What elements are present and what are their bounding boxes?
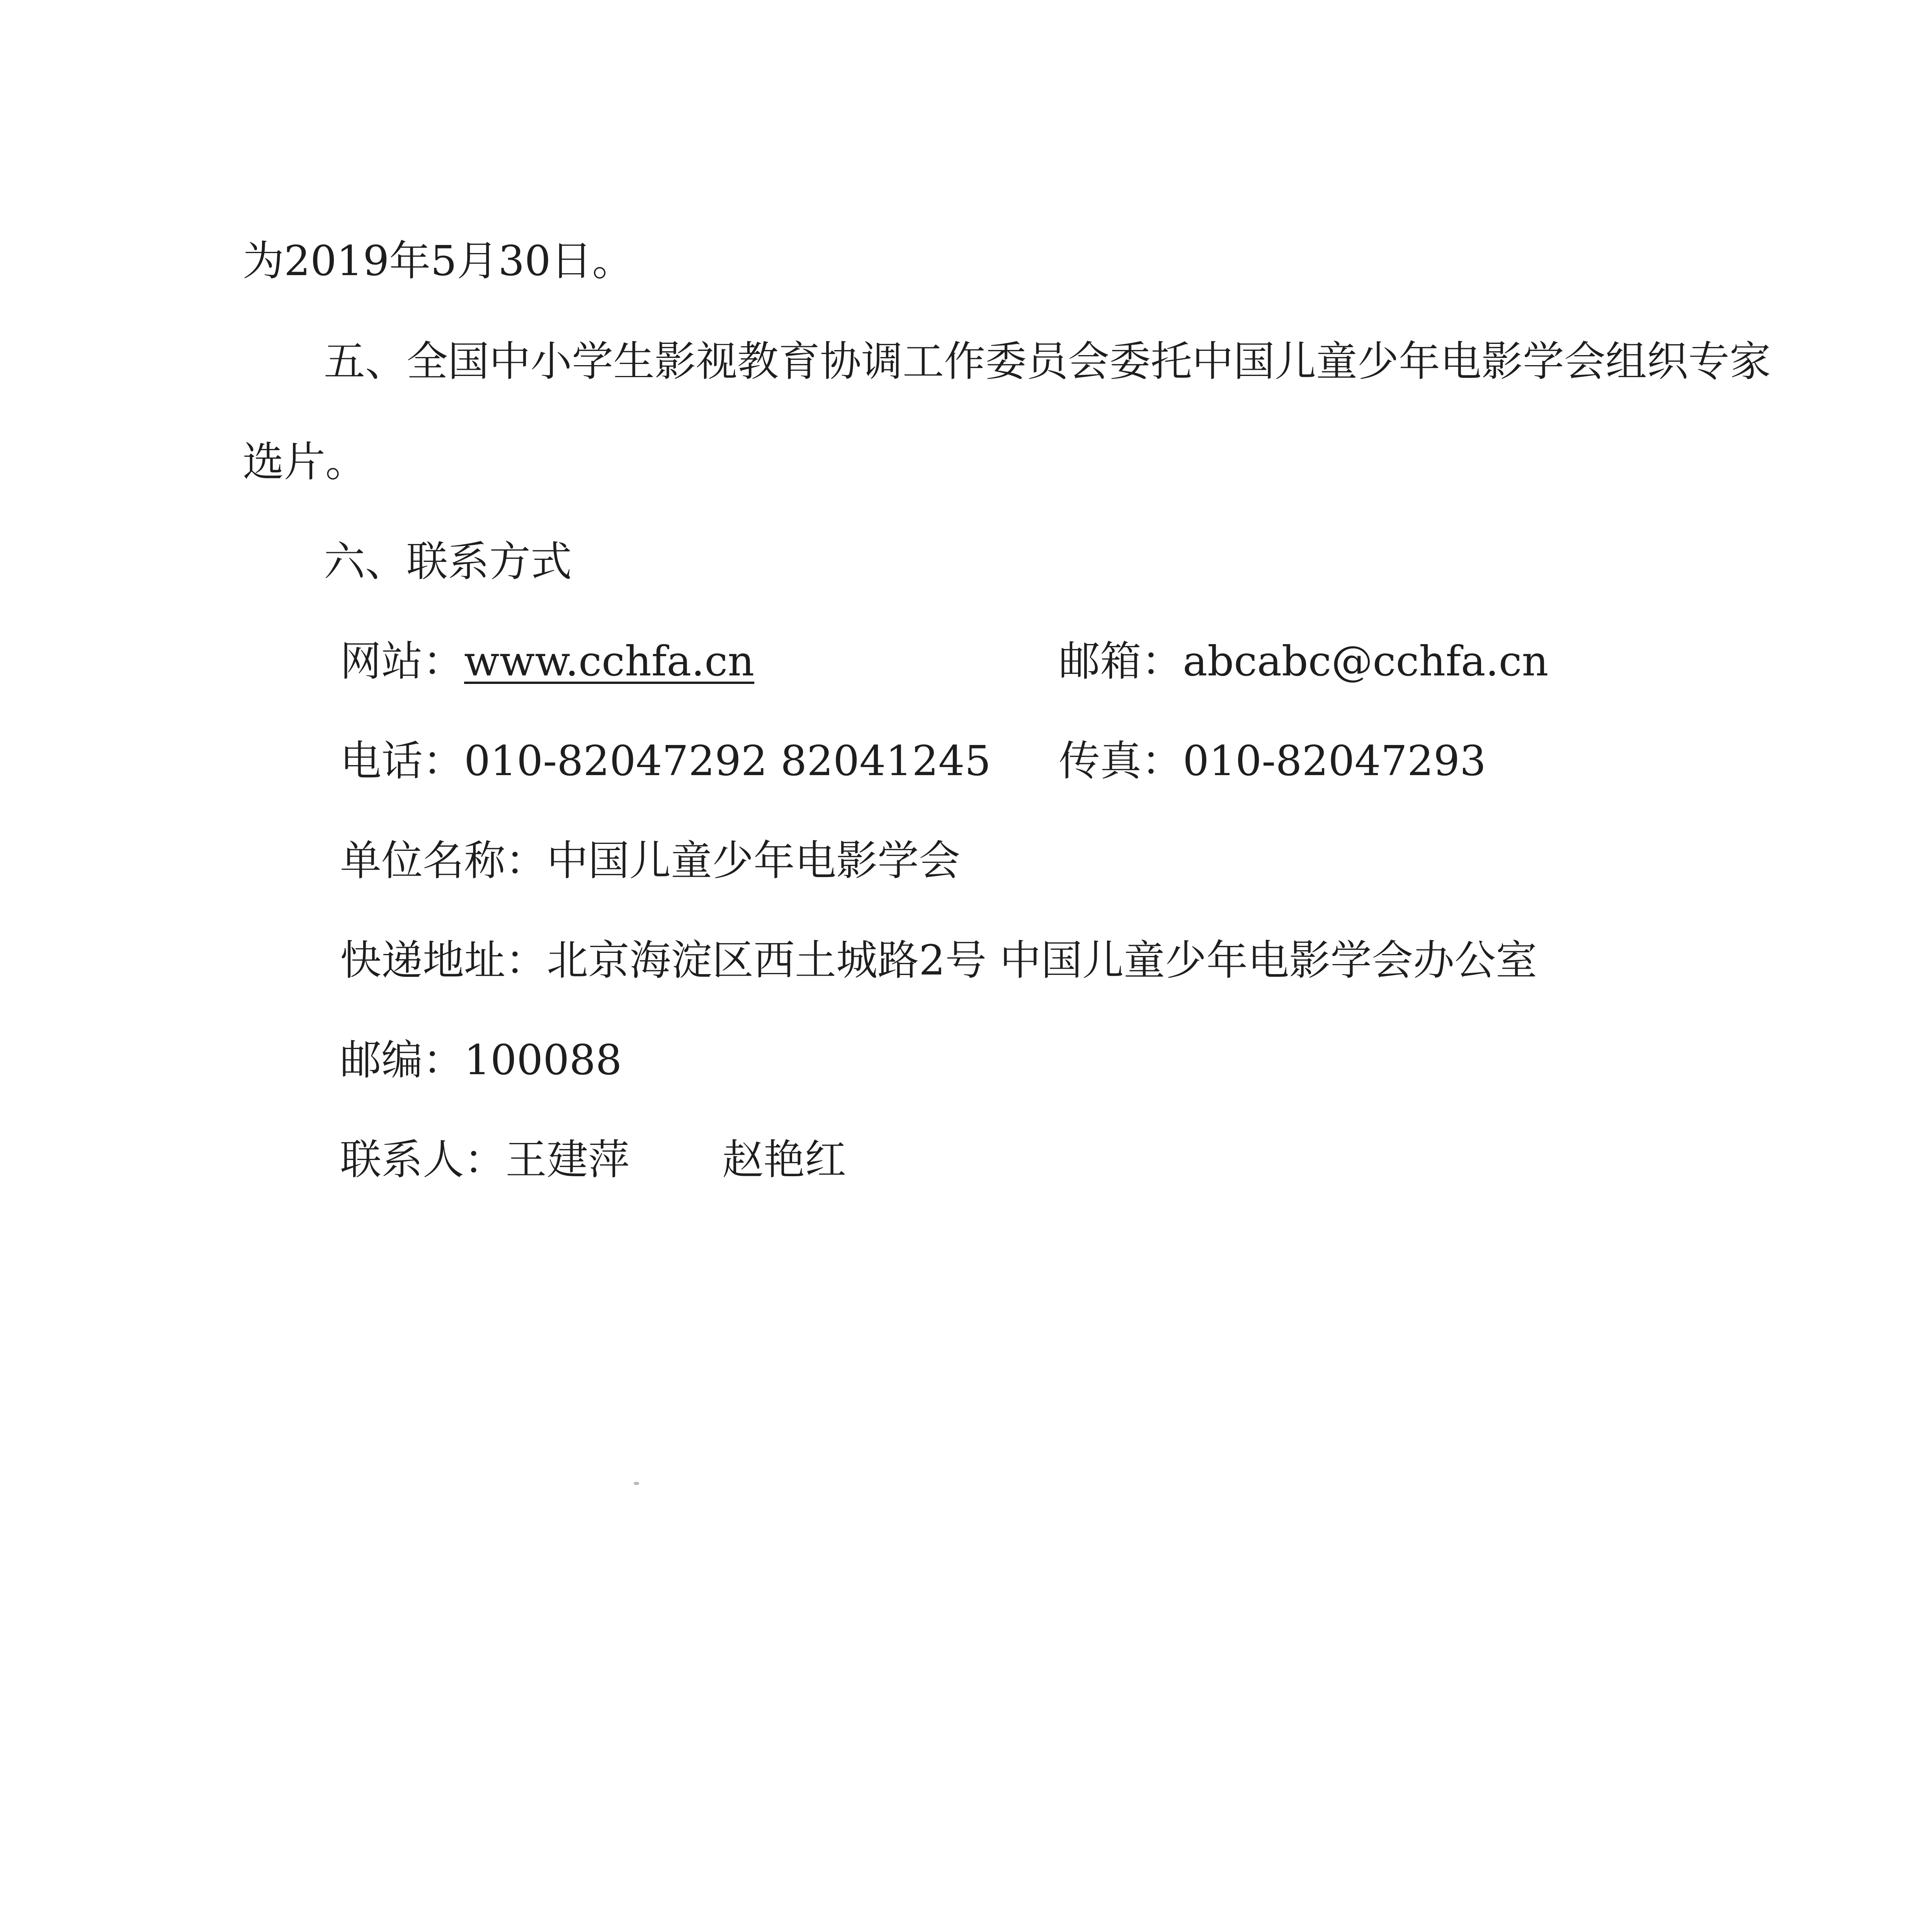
address-row — [340, 934, 1537, 988]
body-line-deadline: 为2019年5月30日。 — [243, 237, 634, 285]
address-label: 快递地址： — [340, 937, 547, 985]
scan-speck — [634, 1482, 639, 1485]
body-line-section-five: 五、全国中小学生影视教育协调工作委员会委托中国儿童少年电影学会组织专家 — [324, 338, 1771, 386]
contact-person-2: 赵艳红 — [722, 1136, 847, 1184]
contact-person-1: 王建萍 — [505, 1136, 630, 1184]
fax-label: 传真： — [1059, 737, 1183, 785]
section-heading-contact: 六、联系方式 — [324, 538, 572, 586]
postcode-label: 邮编： — [340, 1036, 464, 1084]
phone-label: 电话： — [340, 737, 464, 785]
address-value: 北京海淀区西土城路2号 中国儿童少年电影学会办公室 — [547, 937, 1537, 985]
email-value: abcabc@cchfa.cn — [1183, 638, 1549, 685]
fax-row — [1059, 734, 1486, 788]
organization-value: 中国儿童少年电影学会 — [547, 837, 961, 885]
fax-value: 010-82047293 — [1183, 737, 1486, 785]
phone-value: 010-82047292 82041245 — [464, 737, 991, 785]
organization-label: 单位名称： — [340, 837, 547, 885]
website-row — [340, 634, 754, 689]
website-link[interactable]: www.cchfa.cn — [464, 638, 755, 685]
postcode-row — [340, 1033, 622, 1087]
contacts-label: 联系人： — [340, 1136, 506, 1184]
email-row — [1059, 634, 1548, 689]
body-line-selection: 选片。 — [243, 438, 367, 486]
contacts-row — [340, 1133, 846, 1187]
phone-row — [340, 734, 991, 788]
email-label: 邮箱： — [1059, 638, 1183, 685]
postcode-value: 100088 — [464, 1036, 622, 1084]
organization-row — [340, 834, 960, 888]
website-label: 网站： — [340, 638, 464, 685]
